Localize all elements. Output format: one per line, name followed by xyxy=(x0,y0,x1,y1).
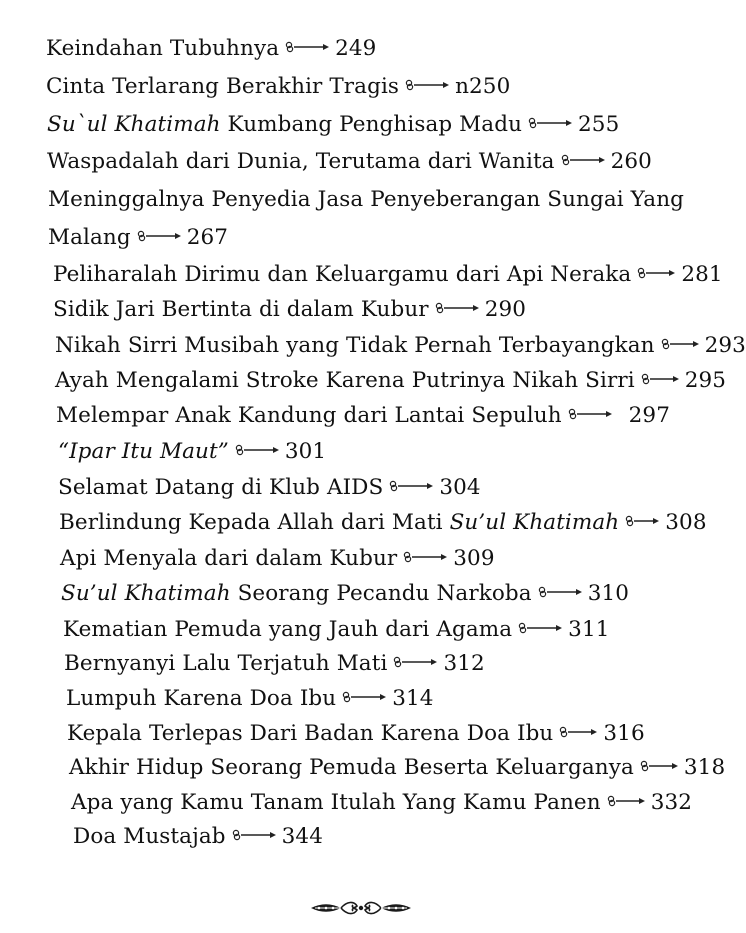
toc-entry-page: 267 xyxy=(186,225,229,250)
toc-entry xyxy=(55,332,746,360)
arrow-leader-icon xyxy=(435,302,481,314)
arrow-leader-icon xyxy=(641,373,681,385)
toc-entry xyxy=(47,111,619,139)
toc-entry xyxy=(73,823,323,851)
arrow-leader-icon xyxy=(405,79,451,91)
toc-entry xyxy=(46,73,510,101)
arrow-leader-icon xyxy=(235,444,281,456)
decorative-divider-icon xyxy=(309,898,413,918)
toc-entry-title: Waspadalah dari Dunia, Terutama dari Wanita xyxy=(47,149,555,174)
arrow-leader-icon xyxy=(538,586,584,598)
toc-entry xyxy=(59,509,707,537)
toc-entry-title: Peliharalah Dirimu dan Keluargamu dari Api Neraka xyxy=(53,262,632,287)
toc-entry-page: 295 xyxy=(684,368,727,393)
arrow-leader-icon xyxy=(661,338,701,350)
toc-entry-title: Selamat Datang di Klub AIDS xyxy=(58,475,384,500)
toc-entry-title: Bernyanyi Lalu Terjatuh Mati xyxy=(64,651,388,676)
arrow-leader-icon xyxy=(285,41,331,53)
toc-entry xyxy=(61,580,629,608)
toc-entry-page: 308 xyxy=(665,510,707,535)
arrow-leader-icon xyxy=(561,154,607,166)
toc-entry-page: 290 xyxy=(484,297,527,322)
toc-entry-title-italic: Su`ul Khatimah xyxy=(47,112,221,137)
toc-entry-title: Berlindung Kepada Allah dari Mati xyxy=(59,510,450,535)
toc-entry-page: 344 xyxy=(281,824,323,849)
toc-entry-title: Melempar Anak Kandung dari Lantai Sepuluh xyxy=(56,403,562,428)
toc-entry-title: Doa Mustajab xyxy=(73,824,226,849)
toc-entry xyxy=(60,545,495,573)
arrow-leader-icon xyxy=(607,795,647,807)
arrow-leader-icon xyxy=(637,267,677,279)
arrow-leader-icon xyxy=(232,829,278,841)
toc-entry-page: 255 xyxy=(578,112,620,137)
toc-entry-page: 310 xyxy=(587,581,630,606)
toc-entry-page: 314 xyxy=(392,686,434,711)
toc-entry-title: Seorang Pecandu Narkoba xyxy=(230,581,532,606)
arrow-leader-icon xyxy=(342,691,388,703)
toc-entry-title: Malang xyxy=(48,225,131,250)
toc-entry-title: Cinta Terlarang Berakhir Tragis xyxy=(46,74,400,99)
toc-entry xyxy=(64,650,485,678)
arrow-leader-icon xyxy=(528,117,574,129)
arrow-leader-icon xyxy=(403,551,449,563)
toc-entry-page: 301 xyxy=(284,439,327,464)
toc-entry xyxy=(58,438,326,466)
arrow-leader-icon xyxy=(393,656,439,668)
arrow-leader-icon xyxy=(137,230,183,242)
toc-entry-page: 304 xyxy=(439,475,481,500)
toc-entry-page: 309 xyxy=(453,546,495,571)
arrow-leader-icon xyxy=(640,760,680,772)
arrow-leader-icon xyxy=(568,408,614,420)
toc-entry xyxy=(53,261,723,289)
toc-entry xyxy=(58,474,481,502)
toc-entry-page: 318 xyxy=(683,755,726,780)
toc-entry-page: 281 xyxy=(681,262,723,287)
toc-entry-title-italic: “Ipar Itu Maut” xyxy=(58,439,229,464)
toc-entry-page: 249 xyxy=(335,36,377,61)
arrow-leader-icon xyxy=(518,622,564,634)
toc-entry-title: Keindahan Tubuhnya xyxy=(46,36,280,61)
toc-entry-title: Lumpuh Karena Doa Ibu xyxy=(66,686,337,711)
arrow-leader-icon xyxy=(559,726,599,738)
toc-entry xyxy=(63,616,610,644)
toc-entry xyxy=(71,789,692,817)
toc-entry-title: Kepala Terlepas Dari Badan Karena Doa Ibu xyxy=(67,721,554,746)
toc-entry xyxy=(69,754,725,782)
toc-entry xyxy=(53,296,526,324)
toc-entry-title: Api Menyala dari dalam Kubur xyxy=(60,546,398,571)
toc-entry-title: Kematian Pemuda yang Jauh dari Agama xyxy=(63,617,513,642)
toc-entry-page: 332 xyxy=(650,790,693,815)
toc-entry-page: 293 xyxy=(704,333,746,358)
toc-entry-page: n250 xyxy=(455,74,511,99)
toc-entry-title: Meninggalnya Penyedia Jasa Penyeberangan Sungai Yang xyxy=(48,187,685,212)
toc-entry-page: 297 xyxy=(628,403,670,428)
arrow-leader-icon xyxy=(625,515,661,527)
toc-entry xyxy=(67,720,645,748)
toc-entry-page: 316 xyxy=(603,721,645,746)
toc-entry xyxy=(66,685,434,713)
toc-entry-page: 311 xyxy=(568,617,610,642)
toc-entry-title: Kumbang Penghisap Madu xyxy=(220,112,523,137)
arrow-leader-icon xyxy=(389,480,435,492)
toc-entry-title: Akhir Hidup Seorang Pemuda Beserta Keluarganya xyxy=(69,755,634,780)
toc-entry-page: 312 xyxy=(443,651,485,676)
toc-entry-title-italic: Su’ul Khatimah xyxy=(61,581,231,606)
toc-entry xyxy=(55,367,726,395)
toc-entry xyxy=(48,224,228,252)
toc-entry xyxy=(47,148,652,176)
toc-entry-title: Nikah Sirri Musibah yang Tidak Pernah Terbayangkan xyxy=(55,333,655,358)
toc-entry xyxy=(48,186,684,214)
toc-entry-title-italic: Su’ul Khatimah xyxy=(449,510,620,535)
toc-entry-title: Ayah Mengalami Stroke Karena Putrinya Nikah Sirri xyxy=(55,368,635,393)
toc-entry-title: Sidik Jari Bertinta di dalam Kubur xyxy=(53,297,429,322)
toc-entry xyxy=(56,402,672,430)
toc-entry-page: 260 xyxy=(610,149,652,174)
toc-entry xyxy=(46,35,376,63)
toc-entry-title: Apa yang Kamu Tanam Itulah Yang Kamu Panen xyxy=(71,790,601,815)
